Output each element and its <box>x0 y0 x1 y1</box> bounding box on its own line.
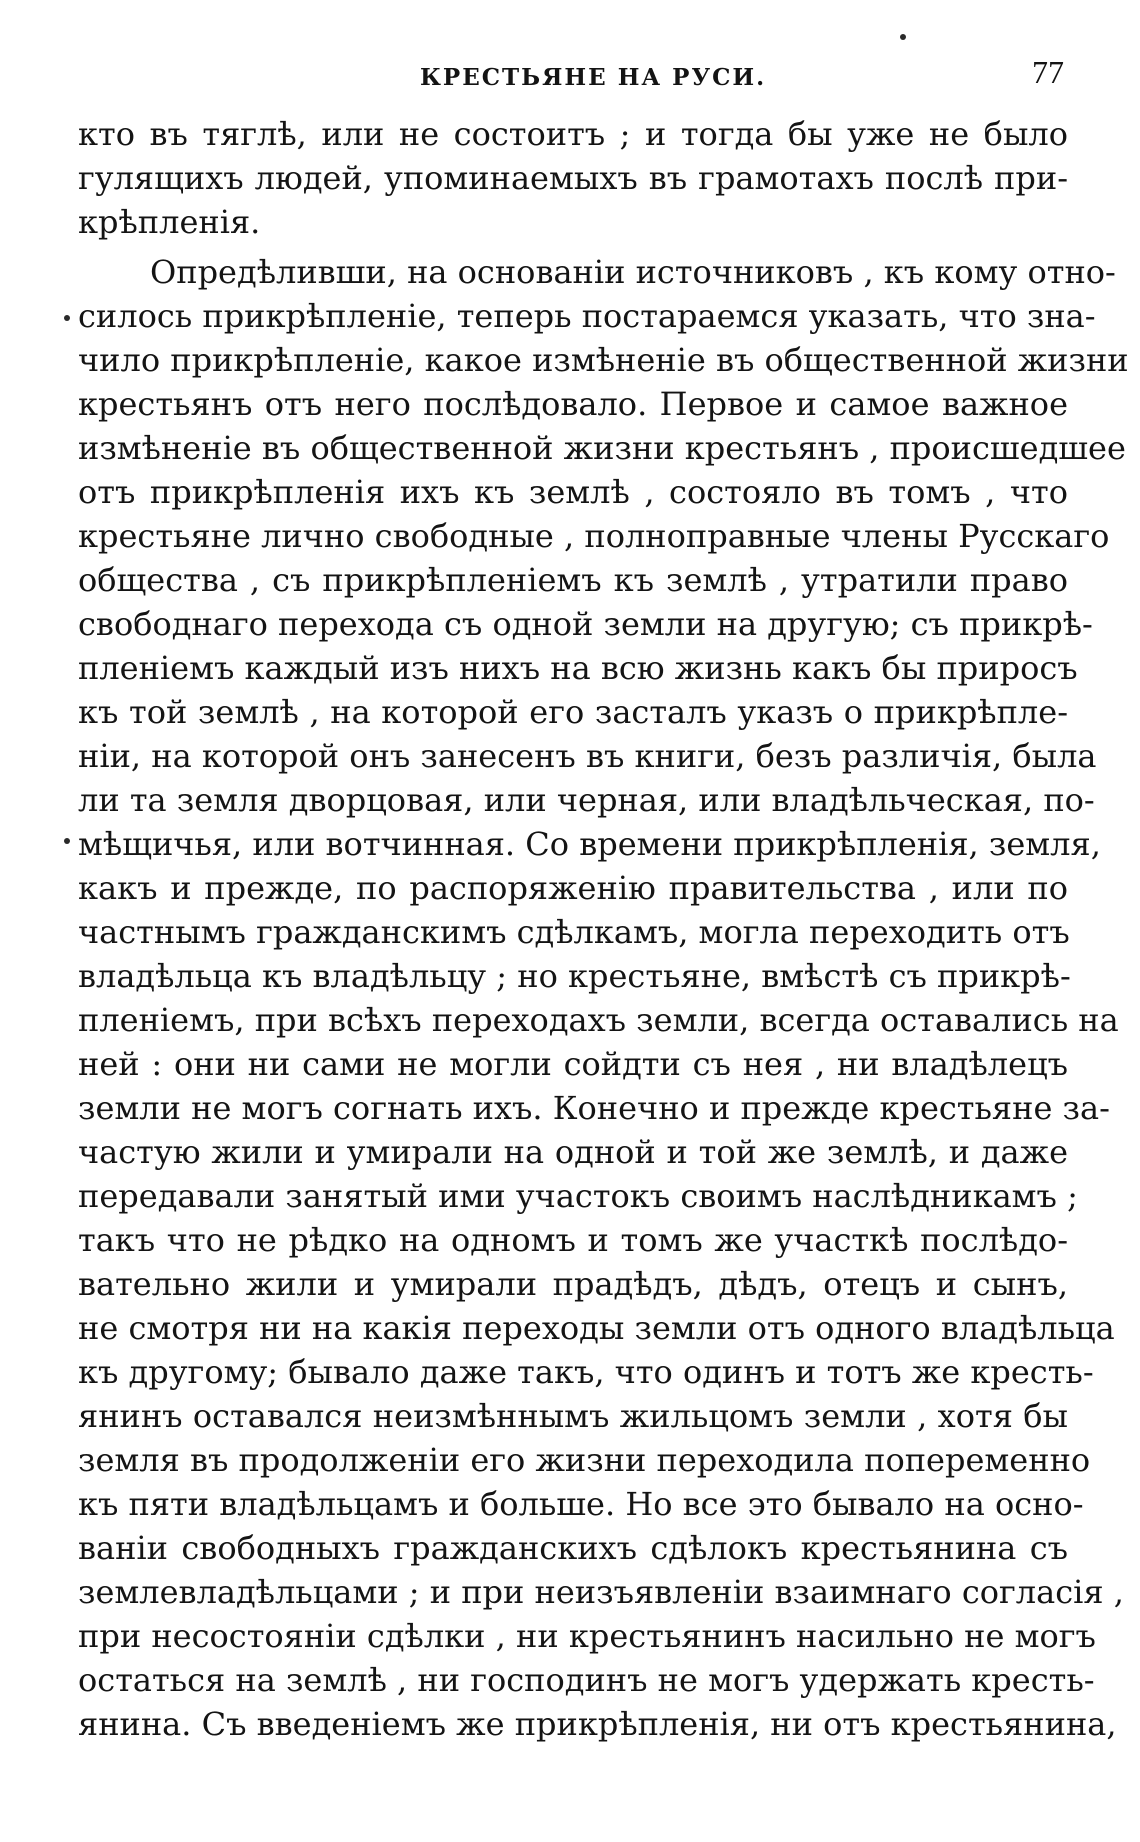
text-line: чило прикрѣпленіе, какое измѣненіе въ общественной жизни <box>78 341 1129 379</box>
body-text <box>78 112 1129 1746</box>
text-line: частую жили и умирали на одной и той же землѣ, и даже <box>78 1133 1068 1171</box>
text-line: гулящихъ людей, упоминаемыхъ въ грамотахъ послѣ при- <box>78 159 1068 197</box>
text-line: пленіемъ каждый изъ нихъ на всю жизнь какъ бы приросъ <box>78 649 1078 687</box>
text-line: владѣльца къ владѣльцу ; но крестьяне, вмѣстѣ съ прикрѣ- <box>78 957 1071 995</box>
text-line: янинъ оставался неизмѣннымъ жильцомъ земли , хотя бы <box>78 1397 1068 1435</box>
print-speck <box>64 315 70 321</box>
print-speck <box>64 838 70 844</box>
text-line: какъ и прежде, по распоряженію правительства , или по <box>78 869 1068 907</box>
text-line: не смотря ни на какія переходы земли отъ одного владѣльца <box>78 1309 1115 1347</box>
text-line: къ другому; бывало даже такъ, что одинъ и тотъ же кресть- <box>78 1353 1094 1391</box>
text-line: отъ прикрѣпленія ихъ къ землѣ , состояло въ томъ , что <box>78 473 1068 511</box>
text-line: ней : они ни сами не могли сойдти съ нея , ни владѣлецъ <box>78 1045 1068 1083</box>
print-speck <box>900 34 906 40</box>
text-line: ли та земля дворцовая, или черная, или владѣльческая, по- <box>78 781 1095 819</box>
text-line: измѣненіе въ общественной жизни крестьянъ , происшедшее <box>78 429 1126 467</box>
text-line: къ той землѣ , на которой его засталъ указъ о прикрѣпле- <box>78 693 1068 731</box>
text-line: къ пяти владѣльцамъ и больше. Но все это бывало на осно- <box>78 1485 1084 1523</box>
text-line: крестьяне лично свободные , полноправные члены Русскаго <box>78 517 1110 555</box>
text-line: общества , съ прикрѣпленіемъ къ землѣ , утратили право <box>78 561 1068 599</box>
text-line: земли не могъ согнать ихъ. Конечно и прежде крестьяне за- <box>78 1089 1110 1127</box>
text-line: мѣщичья, или вотчинная. Со времени прикрѣпленія, земля, <box>78 825 1101 863</box>
text-line: силось прикрѣпленіе, теперь постараемся указать, что зна- <box>78 297 1096 335</box>
text-line: янина. Съ введеніемъ же прикрѣпленія, ни отъ крестьянина, <box>78 1705 1117 1743</box>
paragraph-1 <box>78 112 1068 244</box>
text-line: Опредѣливши, на основаніи источниковъ , къ кому отно- <box>150 253 1116 291</box>
text-line: кто въ тяглѣ, или не состоитъ ; и тогда бы уже не было <box>78 115 1068 153</box>
text-line: передавали занятый ими участокъ своимъ наслѣдникамъ ; <box>78 1177 1078 1215</box>
text-line: крѣпленія. <box>78 203 261 241</box>
text-line: вательно жили и умирали прадѣдъ, дѣдъ, отецъ и сынъ, <box>78 1265 1068 1303</box>
text-line: крестьянъ отъ него послѣдовало. Первое и самое важное <box>78 385 1068 423</box>
paragraph-2 <box>78 250 1129 1746</box>
page-number: 77 <box>1032 54 1064 90</box>
running-title: КРЕСТЬЯНЕ НА РУСИ. <box>420 64 767 91</box>
text-line: ваніи свободныхъ гражданскихъ сдѣлокъ крестьянина съ <box>78 1529 1068 1567</box>
text-line: при несостояніи сдѣлки , ни крестьянинъ насильно не могъ <box>78 1617 1096 1655</box>
text-line: ніи, на которой онъ занесенъ въ книги, безъ различія, была <box>78 737 1097 775</box>
text-line: частнымъ гражданскимъ сдѣлкамъ, могла переходить отъ <box>78 913 1070 951</box>
text-line: землевладѣльцами ; и при неизъявленіи взаимнаго согласія , <box>78 1573 1124 1611</box>
text-line: земля въ продолженіи его жизни переходила попеременно <box>78 1441 1091 1479</box>
text-line: пленіемъ, при всѣхъ переходахъ земли, всегда оставались на <box>78 1001 1119 1039</box>
text-line: остаться на землѣ , ни господинъ не могъ удержать кресть- <box>78 1661 1095 1699</box>
text-line: такъ что не рѣдко на одномъ и томъ же участкѣ послѣдо- <box>78 1221 1068 1259</box>
text-line: свободнаго перехода съ одной земли на другую; съ прикрѣ- <box>78 605 1093 643</box>
